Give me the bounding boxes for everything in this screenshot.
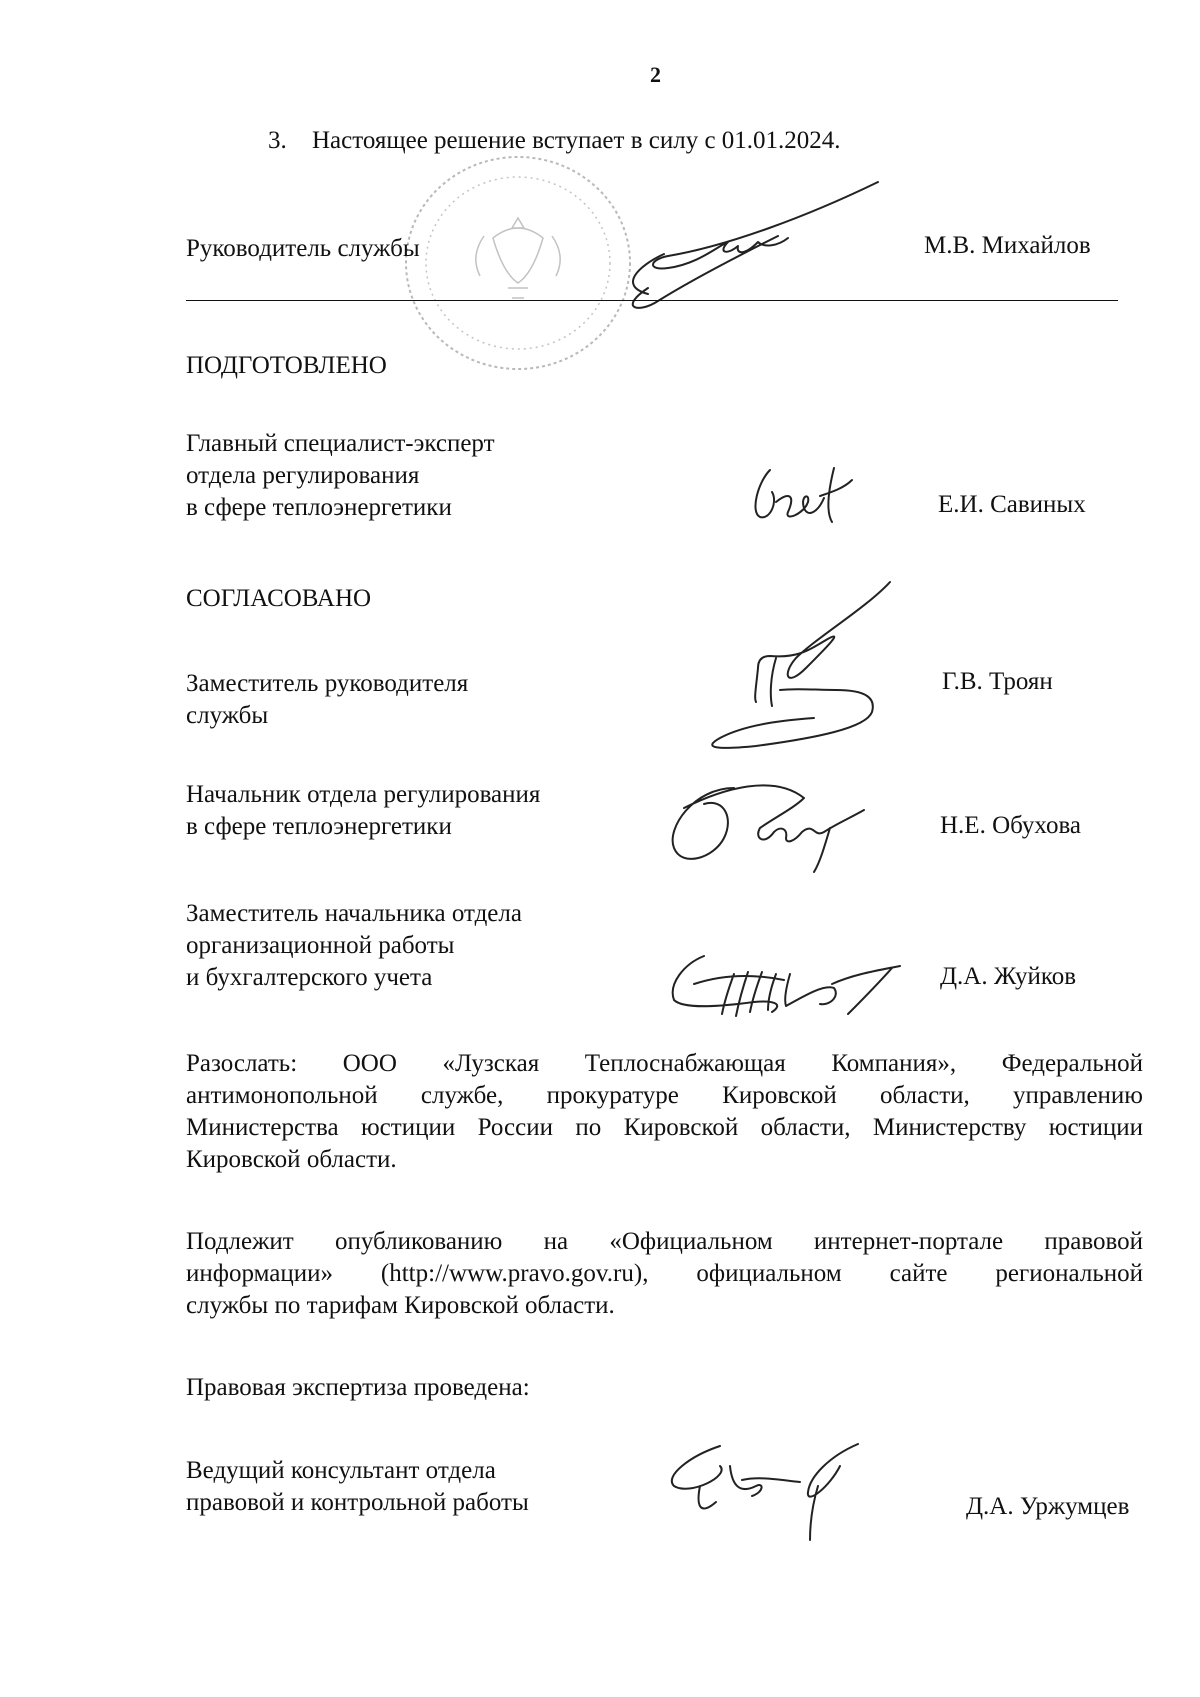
approved-signer-title-line: в сфере теплоэнергетики bbox=[186, 813, 452, 840]
distribution-line: Министерства юстиции России по Кировской области, Министерству юстиции bbox=[186, 1114, 1143, 1141]
legal-review-signature bbox=[660, 1436, 880, 1546]
prepared-title-line: в сфере теплоэнергетики bbox=[186, 494, 452, 521]
head-name: М.В. Михайлов bbox=[924, 232, 1091, 259]
distribution-line: Кировской области. bbox=[186, 1146, 397, 1173]
clause-number: 3. bbox=[268, 127, 287, 154]
official-seal bbox=[398, 148, 638, 378]
distribution-line: антимонопольной службе, прокуратуре Кировской области, управлению bbox=[186, 1082, 1143, 1109]
approved-signer-title-line: Начальник отдела регулирования bbox=[186, 781, 541, 808]
approved-signer-title-line: Заместитель начальника отдела bbox=[186, 900, 522, 927]
prepared-title-line: отдела регулирования bbox=[186, 462, 420, 489]
page-number: 2 bbox=[650, 62, 661, 87]
approved-signer-signature bbox=[664, 768, 874, 878]
prepared-name: Е.И. Савиных bbox=[938, 491, 1086, 518]
approved-signer-title-line: службы bbox=[186, 702, 269, 729]
approved-signer-name: Н.Е. Обухова bbox=[940, 812, 1082, 839]
approved-signer-title-line: Заместитель руководителя bbox=[186, 670, 469, 697]
publication-line: информации» (http://www.pravo.gov.ru), официальном сайте региональной bbox=[186, 1260, 1143, 1287]
approved-signer-signature bbox=[664, 944, 904, 1024]
signature-divider bbox=[186, 300, 1118, 301]
approved-signer-signature bbox=[696, 578, 896, 758]
approved-heading: СОГЛАСОВАНО bbox=[186, 585, 372, 612]
head-signature bbox=[608, 176, 888, 316]
prepared-title-line: Главный специалист-эксперт bbox=[186, 430, 495, 457]
approved-signer-title-line: организационной работы bbox=[186, 932, 455, 959]
publication-line: службы по тарифам Кировской области. bbox=[186, 1292, 615, 1319]
approved-signer-name: Г.В. Троян bbox=[942, 668, 1053, 695]
legal-review-heading: Правовая экспертиза проведена: bbox=[186, 1374, 530, 1401]
legal-review-name: Д.А. Уржумцев bbox=[966, 1493, 1130, 1520]
approved-signer-title-line: и бухгалтерского учета bbox=[186, 964, 433, 991]
head-title: Руководитель службы bbox=[186, 235, 420, 262]
publication-line: Подлежит опубликованию на «Официальном интернет-портале правовой bbox=[186, 1228, 1143, 1255]
distribution-line: Разослать: ООО «Лузская Теплоснабжающая Компания», Федеральной bbox=[186, 1050, 1143, 1077]
approved-signer-name: Д.А. Жуйков bbox=[940, 963, 1077, 990]
legal-review-title-line: Ведущий консультант отдела bbox=[186, 1457, 496, 1484]
clause-text: Настоящее решение вступает в силу с 01.01.2024. bbox=[312, 127, 841, 154]
prepared-heading: ПОДГОТОВЛЕНО bbox=[186, 352, 387, 379]
prepared-signature bbox=[748, 462, 858, 532]
legal-review-title-line: правовой и контрольной работы bbox=[186, 1489, 529, 1516]
